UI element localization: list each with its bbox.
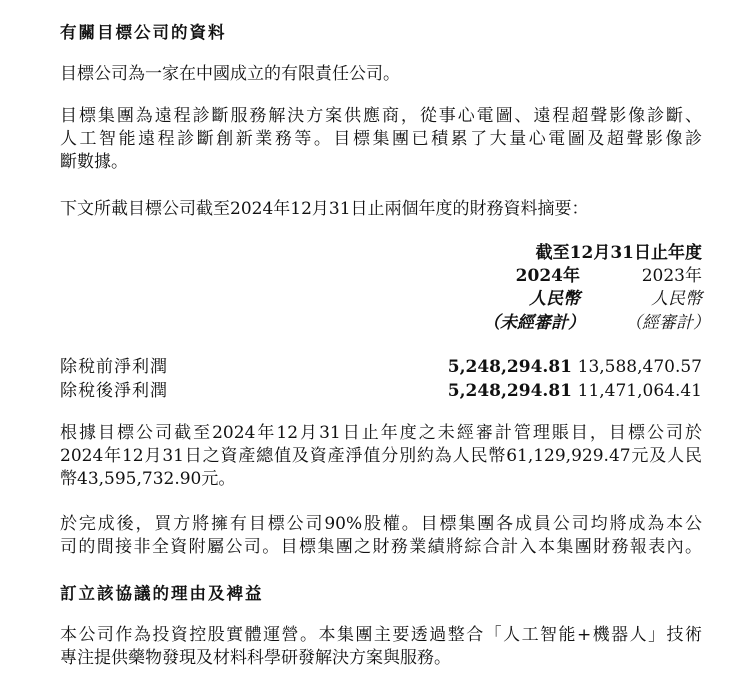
text-line: 本公司作為投資控股實體運營。本集團主要透過整合「人工智能+機器人」技術	[60, 625, 702, 645]
row-value-2024: 5,248,294.81	[447, 381, 572, 401]
table-col-2024-year: 2024年	[515, 266, 580, 286]
paragraph-financial-intro: 下文所載目標公司截至2024年12月31日止兩個年度的財務資料摘要：	[60, 199, 589, 219]
text-line: 目標集團為遠程診斷服務解決方案供應商，從事心電圖、遠程超聲影像診斷、	[60, 106, 702, 126]
section-heading-reasons: 訂立該協議的理由及裨益	[60, 584, 264, 603]
paragraph-company-operations	[60, 624, 702, 670]
row-value-2023: 13,588,470.57	[577, 357, 702, 377]
table-col-2023-audit: （經審計）	[625, 313, 710, 333]
section-heading-target-info: 有關目標公司的資料	[60, 23, 227, 42]
paragraph-completion	[60, 513, 702, 559]
paragraph-asset-values	[60, 422, 702, 491]
paragraph-business-description	[60, 105, 702, 174]
text-line: 幣43,595,732.90元。	[60, 469, 236, 489]
text-line: 司的間接非全資附屬公司。目標集團之財務業績將綜合計入本集團財務報表內。	[60, 537, 702, 557]
table-row	[60, 356, 702, 379]
text-line: 斷數據。	[60, 152, 128, 172]
table-period-header: 截至12月31日止年度	[535, 243, 702, 263]
text-line: 2024年12月31日之資產總值及資產淨值分別約為人民幣61,129,929.47元及人民	[60, 446, 702, 466]
table-row	[60, 380, 702, 403]
table-col-2024-currency: 人民幣	[529, 289, 580, 309]
row-value-2023: 11,471,064.41	[577, 381, 702, 401]
text-line: 專注提供藥物發現及材料科學研發解決方案與服務。	[60, 648, 451, 668]
table-col-2023-year: 2023年	[641, 266, 702, 286]
table-col-2024-audit: （未經審計）	[483, 313, 585, 333]
row-label: 除稅前淨利潤	[60, 357, 168, 377]
row-label: 除稅後淨利潤	[60, 381, 168, 401]
text-line: 根據目標公司截至2024年12月31日止年度之未經審計管理賬目，目標公司於	[60, 423, 702, 443]
table-col-2023-currency: 人民幣	[651, 289, 702, 309]
text-line: 於完成後，買方將擁有目標公司90%股權。目標集團各成員公司均將成為本公	[60, 514, 702, 534]
row-value-2024: 5,248,294.81	[447, 357, 572, 377]
paragraph-company-type: 目標公司為一家在中國成立的有限責任公司。	[60, 64, 400, 84]
text-line: 人工智能遠程診斷創新業務等。目標集團已積累了大量心電圖及超聲影像診	[60, 129, 702, 149]
